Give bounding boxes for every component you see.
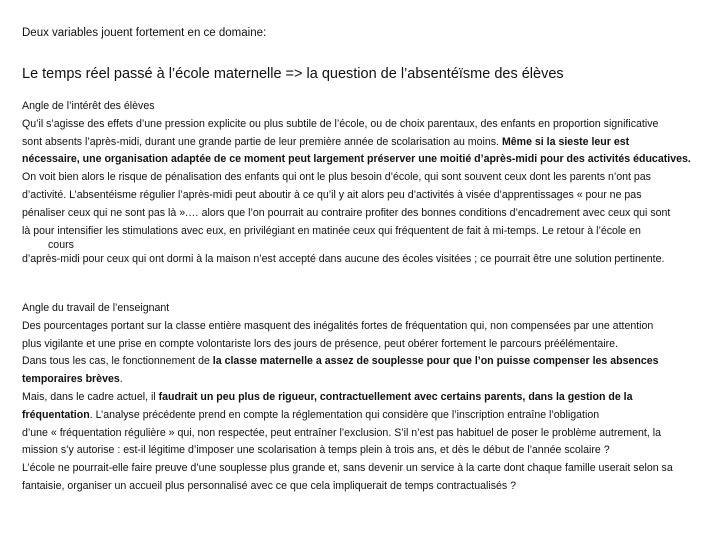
paragraph-line <box>22 336 706 354</box>
line-text: Des pourcentages portant sur la classe entière masquent des inégalités fortes de fréquentation qui, non compensées par une attention <box>22 319 654 332</box>
line-text: L’école ne pourrait-elle faire preuve d’une souplesse plus grande et, sans devenir un service à la carte dont chaque famille userait selon sa <box>22 462 673 475</box>
section-teacher-work <box>22 300 706 496</box>
paragraph-line <box>22 371 706 389</box>
line-text: d’après-midi pour ceux qui ont dormi à la maison n’est accepté dans aucune des écoles visitées ; ce pourrait être une solution pertinente. <box>22 252 665 265</box>
emphasis-text: la classe maternelle a assez de souplesse pour que l’on puisse compenser les absences <box>212 355 659 368</box>
emphasis-text: faudrait un peu plus de rigueur, contractuellement avec certains parents, dans la gestion de la <box>158 390 633 403</box>
emphasis-text: nécessaire, une organisation adaptée de ce moment peut largement préserver une moitié d’après-midi pour des activités éducatives. <box>22 153 691 166</box>
line-text: mission s’y autorise : est-il légitime d’imposer une scolarisation à temps plein à trois ans, et dès le début de l’année scolaire ? <box>22 444 610 457</box>
line-text: . <box>119 373 123 386</box>
paragraph-line <box>22 460 706 478</box>
line-text: plus vigilante et une prise en compte volontariste lors des jours de présence, peut obérer fortement le parcours préélémentaire. <box>22 337 618 350</box>
line-text: Mais, dans le cadre actuel, il <box>22 390 159 403</box>
line-text: d’une « fréquentation régulière » qui, non respectée, peut entraîner l’exclusion. S’il n’est pas habituel de poser le problème autrement, la <box>22 426 661 439</box>
line-text: fantaisie, organiser un accueil plus personnalisé avec ce que cela impliquerait de temps contractualisés ? <box>22 479 517 492</box>
emphasis-text: temporaires brèves <box>22 373 120 386</box>
line-text: Dans tous les cas, le fonctionnement de <box>22 355 213 368</box>
paragraph-line <box>22 187 706 205</box>
section-student-interest <box>22 98 706 269</box>
paragraph-line <box>22 251 706 269</box>
line-text: là pour intensifier les stimulations avec eux, en privilégiant en matinée ceux qui fréquentent de fait à mi-temps. Le retour à l’école en <box>22 224 641 237</box>
paragraph-line <box>22 478 706 496</box>
paragraph-line <box>22 407 706 425</box>
section-heading <box>22 98 706 116</box>
line-text: Angle du travail de l’enseignant <box>22 302 170 314</box>
line-text: Angle de l’intérêt des élèves <box>22 100 155 112</box>
emphasis-text: Même si la sieste leur est <box>501 135 630 148</box>
section-heading <box>22 300 706 318</box>
line-text: Qu’il s’agisse des effets d’une pression explicite ou plus subtile de l’école, ou de choix parentaux, des enfants en proportion significative <box>22 117 659 130</box>
paragraph-line <box>22 318 706 336</box>
line-text: sont absents l’après-midi, durant une grande partie de leur première année de scolarisation au moins. <box>22 135 502 148</box>
line-text: cours <box>48 239 74 252</box>
paragraph-line <box>22 353 706 371</box>
paragraph-line <box>22 151 706 169</box>
paragraph-line <box>22 169 706 187</box>
line-text: On voit bien alors le risque de pénalisation des enfants qui ont le plus besoin d’école, qui sont souvent ceux dont les parents n’ont pas <box>22 171 651 184</box>
paragraph-line <box>22 116 706 134</box>
slide-headline: Le temps réel passé à l’école maternelle => la question de l’absentéïsme des élèves <box>22 66 564 82</box>
paragraph-line <box>22 425 706 443</box>
emphasis-text: fréquentation <box>22 408 90 421</box>
paragraph-line <box>22 205 706 223</box>
intro-text: Deux variables jouent fortement en ce domaine: <box>22 27 267 39</box>
paragraph-line <box>22 134 706 152</box>
line-text: . L’analyse précédente prend en compte la réglementation qui considère que l’inscription entraîne l’obligation <box>89 408 600 421</box>
line-text: d’activité. L’absentéisme régulier l’après-midi peut aboutir à ce qu’il y ait alors peu d’activités à visée d’apprentissages « pour ne pas <box>22 188 642 201</box>
line-text: pénaliser ceux qui ne sont pas là ».… alors que l’on pourrait au contraire profiter des bonnes conditions d’encadrement avec ceux qui sont <box>22 206 671 219</box>
paragraph-line <box>22 240 706 251</box>
paragraph-line <box>22 223 706 241</box>
paragraph-line <box>22 389 706 407</box>
paragraph-line <box>22 442 706 460</box>
